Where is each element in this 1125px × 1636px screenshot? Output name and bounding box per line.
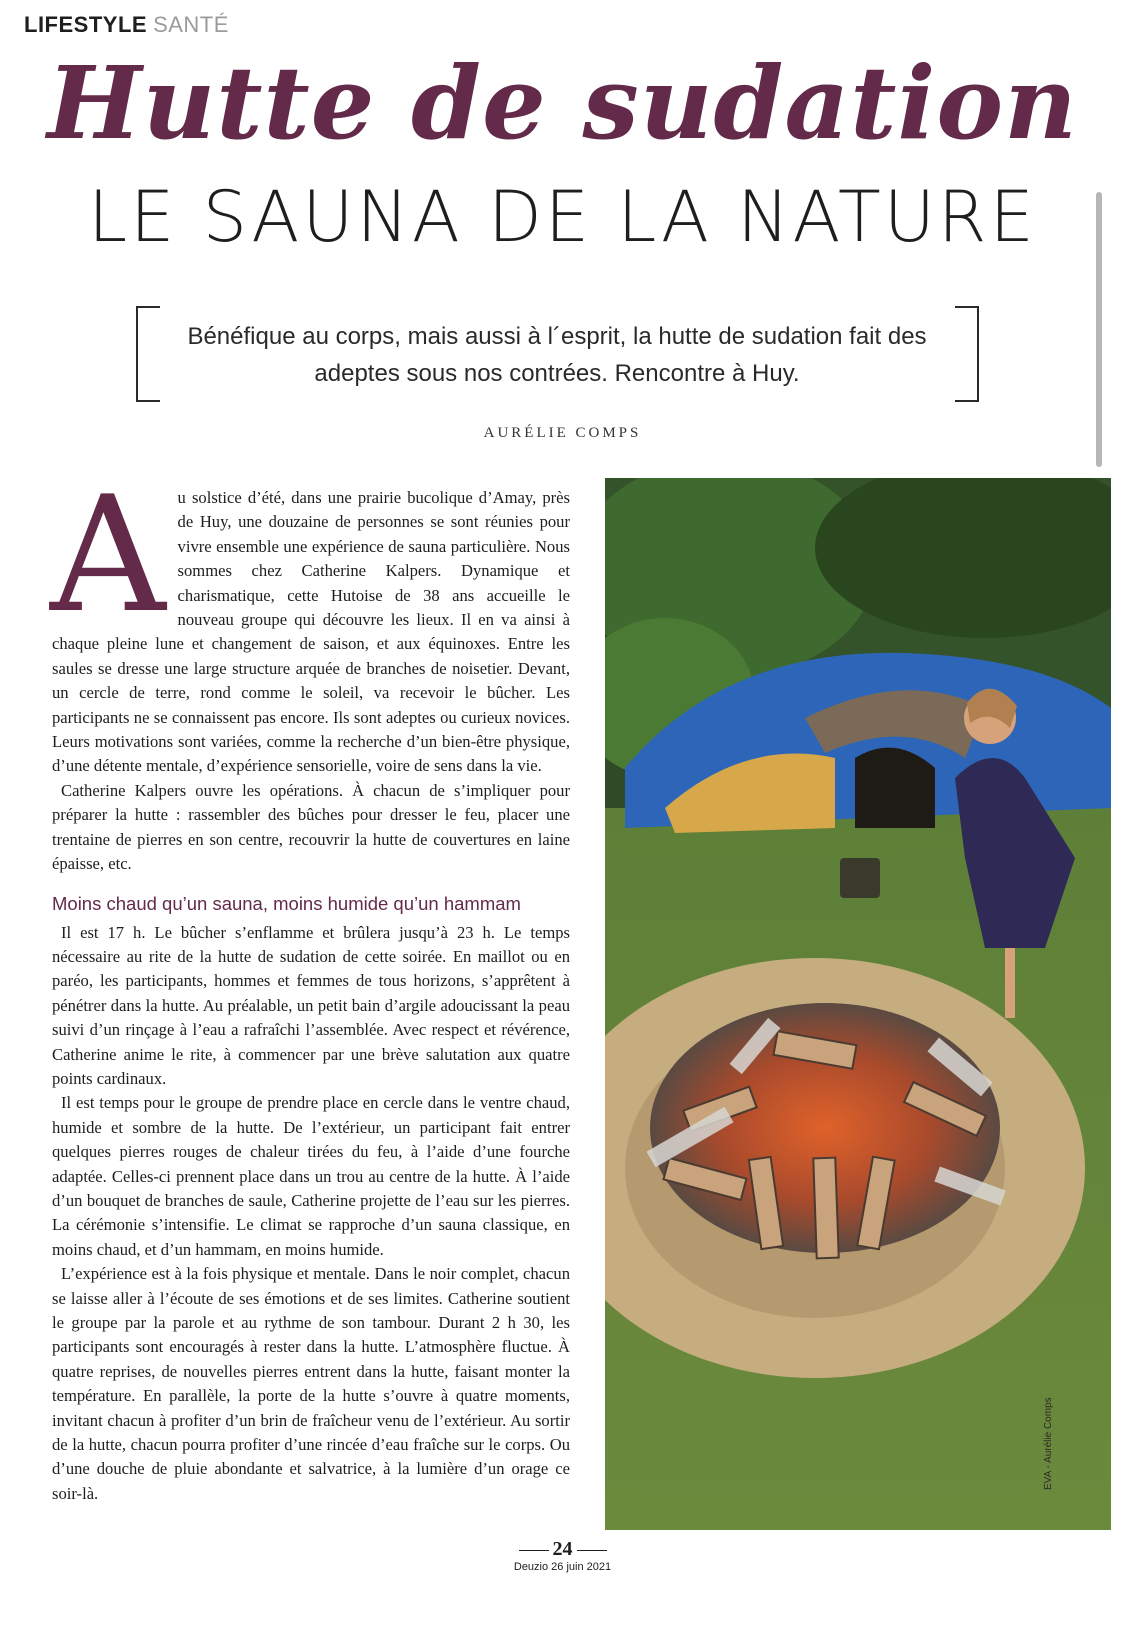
page-number: 24 (0, 1538, 1125, 1560)
photo-illustration (605, 478, 1111, 1530)
publication-date: Deuzio 26 juin 2021 (513, 1561, 612, 1573)
article-body (50, 461, 570, 1506)
right-bracket (955, 306, 979, 402)
scrollbar[interactable] (1096, 192, 1102, 467)
paragraph: Catherine Kalpers ouvre les opérations. À chacun de s’impliquer pour préparer la hutte : rassembler des bûches pour dresser le feu, placer une trentaine de pierres en son centre, recouvrir la hutte de couvertures en laine épaisse, etc. (52, 780, 570, 874)
byline: AURÉLIE COMPS (483, 425, 642, 441)
paragraph: Il est 17 h. Le bûcher s’enflamme et brûlera jusqu’à 23 h. Le temps nécessaire au rite de la hutte de sudation de cette soirée. En maillot ou en paréo, les participants, hommes et femmes de tous horizons, s’apprêtent à pénétrer dans la hutte. Au préalable, un petit bain d’argile adoucissant la peau suivi d’un rinçage à l’eau a rafraîchi l’assemblée. Avec respect et révérence, Catherine anime le rite, à commencer par une brève salutation aux quatre points cardinaux. (52, 922, 570, 1088)
photo-credit: EVA - Aurélie Comps (1043, 1397, 1054, 1490)
paragraph: Il est temps pour le groupe de prendre place en cercle dans le ventre chaud, humide et sombre de la hutte. De l’extérieur, un participant fait entrer quelques pierres rouges de chaleur tirées du feu, à l’aide d’une fourche adaptée. Celles-ci prennent place dans un trou au centre de la hutte. À l’aide d’un bouquet de branches de saule, Catherine projette de l’eau sur les pierres. La cérémonie s’intensifie. Le climat se rapproche d’un sauna classique, en moins chaud, et d’un hammam, en moins humide. (52, 1093, 570, 1259)
article-subtitle: LE SAUNA DE LA NATURE (88, 176, 1037, 258)
left-bracket (136, 306, 160, 402)
article-title: Hutte de sudation (47, 44, 1078, 162)
subheading: Moins chaud qu’un sauna, moins humide qu’un hammam (52, 892, 521, 914)
article-chapo: Bénéfique au corps, mais aussi à l´esprit, la hutte de sudation fait des adeptes sous nos contrées. Rencontre à Huy. (187, 323, 927, 387)
rubric-section: LIFESTYLE (24, 12, 148, 37)
sweat-lodge-photo (605, 478, 1111, 1530)
page-footer (0, 1538, 1125, 1574)
rubric-subsection: SANTÉ (153, 12, 229, 37)
paragraph: L’expérience est à la fois physique et mentale. Dans le noir complet, chacun se laisse aller à l’écoute de ses émotions et de ses limites. Catherine soutient le groupe par la parole et au rythme de son tambour. Durant 2 h 30, les participants sont encouragés à rester dans la hutte. L’atmosphère fluctue. À quatre reprises, de nouvelles pierres entrent dans la hutte, faisant monter la température. En parallèle, la porte de la hutte s’ouvre à quatre moments, invitant chacun à profiter d’un brin de fraîcheur venu de l’extérieur. Au sortir de la hutte, chacun pourra profiter d’une rincée d’eau fraîche sur le corps. Ou d’une douche de pluie abondante et salvatrice, à la lumière d’un orage ce soir-là. (52, 1264, 570, 1503)
paragraph: u solstice d’été, dans une prairie bucolique d’Amay, près de Huy, une douzaine de personnes se sont réunies pour vivre ensemble une expérience de sauna particulière. Nous sommes chez Catherine Kalpers. Dynamique et charismatique, cette Hutoise de 38 ans accueille le nouveau groupe qui découvre les lieux. Il en va ainsi à chaque pleine lune et changement de saison, et aux équinoxes. Entre les saules se dresse une large structure arquée de branches de noisetier. Devant, un cercle de terre, rond comme le soleil, va recevoir le bûcher. Les participants ne se connaissent pas encore. Ils sont adeptes ou curieux novices. Leurs motivations sont variées, comme la recherche d’un bien-être physique, d’une détente mentale, d’expérience sensorielle, voire de sens dans la vie. (52, 488, 570, 776)
drop-cap: A (50, 461, 166, 648)
section-rubric (24, 12, 229, 38)
